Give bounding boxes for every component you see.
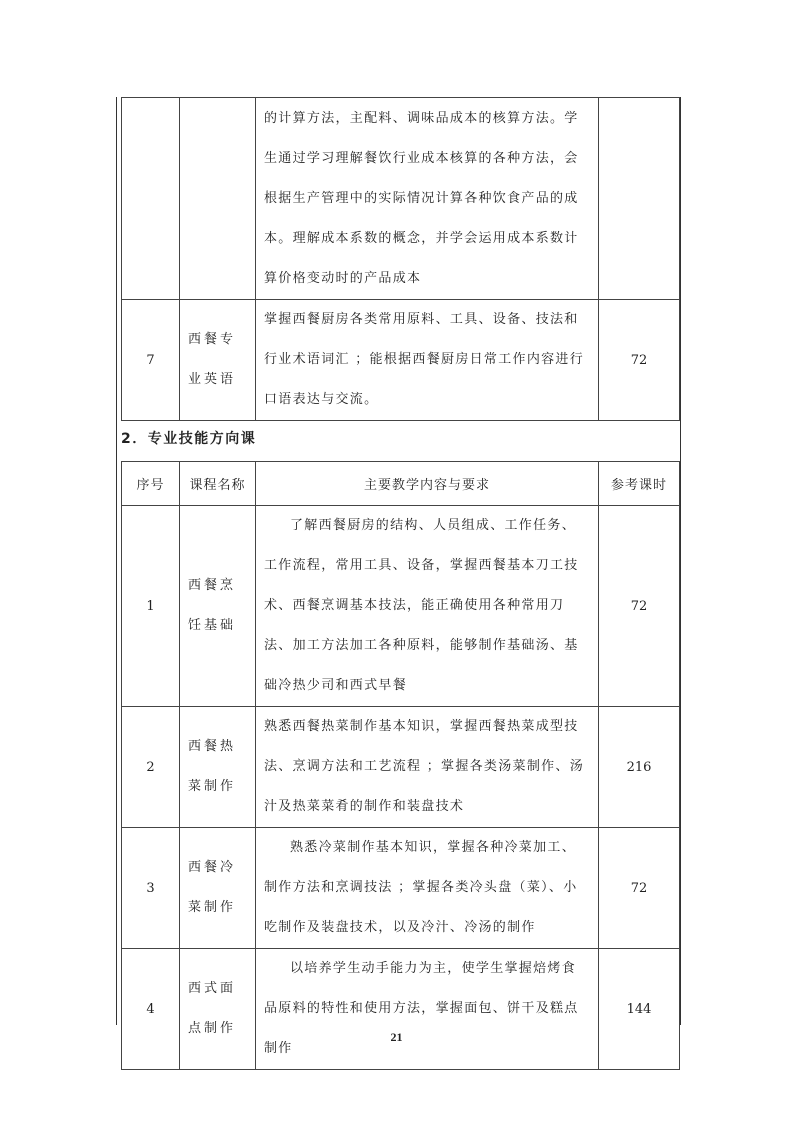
table-row	[122, 506, 680, 707]
header-name: 课程名称	[180, 462, 256, 506]
header-hours: 参考课时	[599, 462, 680, 506]
course-hours: 72	[599, 828, 680, 949]
course-description: 熟悉西餐热菜制作基本知识，掌握西餐热菜成型技法、烹调方法和工艺流程 ；掌握各类汤菜制作、汤汁及热菜菜肴的制作和装盘技术	[256, 707, 599, 828]
course-name: 西餐冷菜制作	[180, 828, 256, 949]
row-number: 1	[122, 506, 180, 707]
course-hours	[599, 98, 680, 300]
course-description: 掌握西餐厨房各类常用原料、工具、设备、技法和行业术语词汇 ；能根据西餐厨房日常工作内容进行口语表达与交流。	[256, 300, 599, 421]
course-name: 西餐烹饪基础	[180, 506, 256, 707]
course-hours: 72	[599, 300, 680, 421]
course-name: 西餐专业英语	[180, 300, 256, 421]
course-description: 以培养学生动手能力为主，使学生掌握焙烤食品原料的特性和使用方法，掌握面包、饼干及糕点制作	[256, 949, 599, 1070]
course-hours: 72	[599, 506, 680, 707]
page-number: 21	[390, 1030, 403, 1044]
row-number: 2	[122, 707, 180, 828]
table-row	[122, 707, 680, 828]
row-number: 3	[122, 828, 180, 949]
row-number	[122, 98, 180, 300]
skills-course-table	[121, 461, 680, 1070]
header-desc: 主要教学内容与要求	[256, 462, 599, 506]
course-name: 西式面点制作	[180, 949, 256, 1070]
row-number: 4	[122, 949, 180, 1070]
course-description: 熟悉冷菜制作基本知识，掌握各种冷菜加工、制作方法和烹调技法 ；掌握各类冷头盘（菜）、小吃制作及装盘技术，以及冷汁、冷汤的制作	[256, 828, 599, 949]
course-table-continued	[121, 97, 680, 421]
course-description: 了解西餐厨房的结构、人员组成、工作任务、工作流程，常用工具、设备，掌握西餐基本刀工技术、西餐烹调基本技法，能正确使用各种常用刀法、加工方法加工各种原料，能够制作基础汤、基础冷热少司和西式早餐	[256, 506, 599, 707]
section-title: 2．专业技能方向课	[121, 431, 257, 447]
table-row	[122, 949, 680, 1070]
course-name: 西餐热菜制作	[180, 707, 256, 828]
table-row	[122, 828, 680, 949]
table-row	[122, 300, 680, 421]
row-number: 7	[122, 300, 180, 421]
course-name	[180, 98, 256, 300]
header-no: 序号	[122, 462, 180, 506]
course-hours: 216	[599, 707, 680, 828]
course-hours: 144	[599, 949, 680, 1070]
course-description: 的计算方法，主配料、调味品成本的核算方法。学生通过学习理解餐饮行业成本核算的各种方法，会根据生产管理中的实际情况计算各种饮食产品的成本。理解成本系数的概念，并学会运用成本系数计算价格变动时的产品成本	[256, 98, 599, 300]
table-row	[122, 98, 680, 300]
table-header-row	[122, 462, 680, 506]
